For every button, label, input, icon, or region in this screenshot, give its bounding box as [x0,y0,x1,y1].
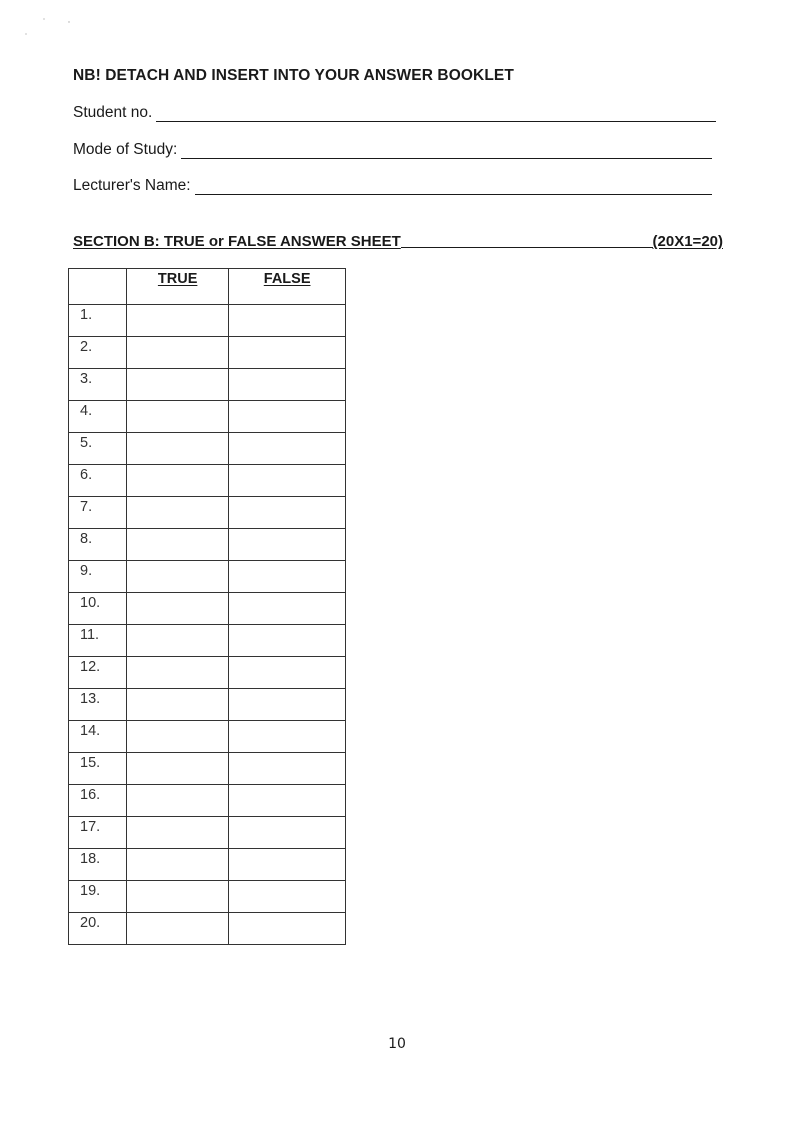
table-header-row [69,269,346,305]
question-number: 9. [69,561,127,593]
true-answer-cell[interactable] [127,689,229,721]
question-number: 2. [69,337,127,369]
true-answer-cell[interactable] [127,657,229,689]
question-number: 17. [69,817,127,849]
false-answer-cell[interactable] [229,625,346,657]
section-marks: (20X1=20) [652,233,723,250]
question-number: 20. [69,913,127,945]
scan-marks [24,14,74,38]
true-answer-cell[interactable] [127,849,229,881]
false-answer-cell[interactable] [229,753,346,785]
question-number: 18. [69,849,127,881]
question-number: 10. [69,593,127,625]
header-true: TRUE [127,269,229,305]
true-answer-cell[interactable] [127,497,229,529]
table-row [69,529,346,561]
question-number: 1. [69,305,127,337]
question-number: 6. [69,465,127,497]
false-answer-cell[interactable] [229,881,346,913]
table-row [69,337,346,369]
mode-of-study-line[interactable] [181,144,712,159]
question-number: 3. [69,369,127,401]
false-answer-cell[interactable] [229,369,346,401]
table-row [69,401,346,433]
false-answer-cell[interactable] [229,593,346,625]
true-answer-cell[interactable] [127,561,229,593]
question-number: 14. [69,721,127,753]
false-answer-cell[interactable] [229,305,346,337]
false-answer-cell[interactable] [229,849,346,881]
true-answer-cell[interactable] [127,465,229,497]
question-number: 19. [69,881,127,913]
true-answer-cell[interactable] [127,369,229,401]
lecturer-name-label: Lecturer's Name: [73,177,191,194]
true-answer-cell[interactable] [127,753,229,785]
false-answer-cell[interactable] [229,465,346,497]
false-answer-cell[interactable] [229,529,346,561]
table-row [69,721,346,753]
true-answer-cell[interactable] [127,433,229,465]
table-row [69,593,346,625]
table-row [69,305,346,337]
mode-of-study-label: Mode of Study: [73,141,178,158]
false-answer-cell[interactable] [229,561,346,593]
true-answer-cell[interactable] [127,881,229,913]
true-answer-cell[interactable] [127,817,229,849]
true-answer-cell[interactable] [127,305,229,337]
page-heading: NB! DETACH AND INSERT INTO YOUR ANSWER BOOKLET [73,67,514,84]
question-number: 12. [69,657,127,689]
question-number: 16. [69,785,127,817]
question-number: 15. [69,753,127,785]
table-row [69,881,346,913]
table-row [69,753,346,785]
student-no-label: Student no. [73,104,153,121]
false-answer-cell[interactable] [229,817,346,849]
question-number: 11. [69,625,127,657]
table-row [69,817,346,849]
mode-of-study-field [73,141,712,159]
table-row [69,465,346,497]
question-number: 5. [69,433,127,465]
table-row [69,689,346,721]
lecturer-name-line[interactable] [195,180,712,195]
table-row [69,657,346,689]
true-answer-cell[interactable] [127,785,229,817]
student-no-line[interactable] [156,107,716,122]
lecturer-name-field [73,177,712,195]
true-answer-cell[interactable] [127,625,229,657]
false-answer-cell[interactable] [229,337,346,369]
true-answer-cell[interactable] [127,913,229,945]
section-title-row [73,233,723,250]
question-number: 7. [69,497,127,529]
answer-table [68,268,346,945]
table-row [69,625,346,657]
false-answer-cell[interactable] [229,401,346,433]
false-answer-cell[interactable] [229,913,346,945]
table-row [69,497,346,529]
true-answer-cell[interactable] [127,593,229,625]
table-row [69,849,346,881]
header-number [69,269,127,305]
header-false: FALSE [229,269,346,305]
table-row [69,561,346,593]
question-number: 4. [69,401,127,433]
false-answer-cell[interactable] [229,721,346,753]
true-answer-cell[interactable] [127,529,229,561]
false-answer-cell[interactable] [229,689,346,721]
false-answer-cell[interactable] [229,497,346,529]
table-row [69,369,346,401]
section-title: SECTION B: TRUE or FALSE ANSWER SHEET [73,233,401,250]
table-row [69,785,346,817]
false-answer-cell[interactable] [229,433,346,465]
true-answer-cell[interactable] [127,721,229,753]
question-number: 13. [69,689,127,721]
table-row [69,913,346,945]
section-title-rule [401,246,653,248]
question-number: 8. [69,529,127,561]
false-answer-cell[interactable] [229,657,346,689]
true-answer-cell[interactable] [127,401,229,433]
student-no-field [73,104,716,122]
true-answer-cell[interactable] [127,337,229,369]
table-row [69,433,346,465]
false-answer-cell[interactable] [229,785,346,817]
page-number: 10 [388,1036,406,1052]
